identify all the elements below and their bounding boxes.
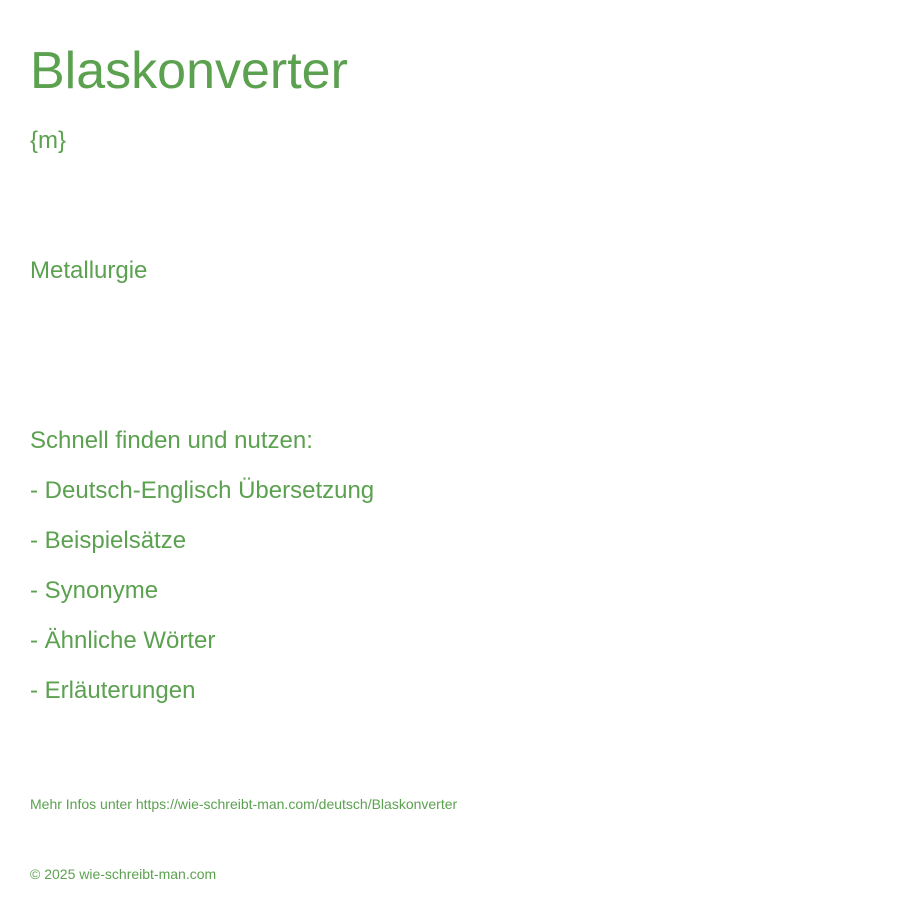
quick-link-example-sentences: - Beispielsätze	[30, 527, 187, 554]
quick-link-translation: - Deutsch-Englisch Übersetzung	[30, 477, 375, 504]
gender-label: {m}	[30, 127, 67, 154]
more-info-link[interactable]: https://wie-schreibt-man.com/deutsch/Blaskonverter	[135, 796, 458, 812]
quick-link-synonyms: - Synonyme	[30, 577, 159, 604]
category-label: Metallurgie	[30, 257, 148, 284]
quick-link-similar-words: - Ähnliche Wörter	[30, 627, 216, 654]
quick-links-list	[30, 426, 374, 726]
quick-link-explanations: - Erläuterungen	[30, 677, 196, 704]
more-info-line	[30, 795, 457, 813]
more-info-prefix: Mehr Infos unter	[30, 796, 136, 812]
quick-links-heading: Schnell finden und nutzen:	[30, 427, 313, 454]
page-title: Blaskonverter	[30, 42, 348, 100]
copyright-notice: © 2025 wie-schreibt-man.com	[30, 866, 217, 882]
